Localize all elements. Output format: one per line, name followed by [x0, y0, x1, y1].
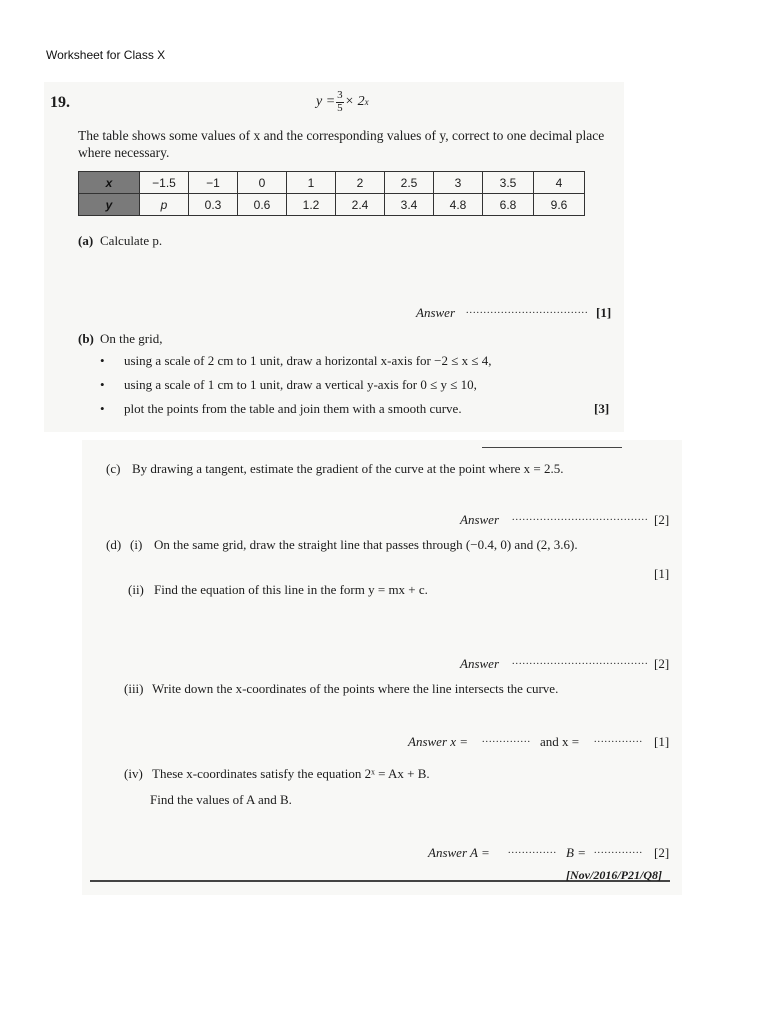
- part-d-ii-answer-line: .......................................: [512, 656, 649, 667]
- table-cell: 6.8: [483, 194, 534, 216]
- bullet-icon: •: [100, 401, 105, 416]
- equation-fraction: [336, 90, 344, 114]
- table-cell: 2: [336, 172, 385, 194]
- part-b-bullet-1: using a scale of 2 cm to 1 unit, draw a horizontal x-axis for −2 ≤ x ≤ 4,: [124, 353, 492, 368]
- part-b-label: (b): [78, 331, 94, 346]
- part-d-iv-answer-line-1: ..............: [508, 845, 557, 856]
- fraction-numerator: 3: [337, 89, 343, 101]
- scan-region-bottom: [82, 440, 682, 895]
- equation-exponent: x: [364, 97, 369, 108]
- part-d-iv-answer-label: Answer A =: [428, 845, 490, 860]
- part-d-iv-marks: [2]: [654, 845, 670, 860]
- equation-lhs: y =: [316, 94, 336, 110]
- part-d-i-text: On the same grid, draw the straight line that passes through (−0.4, 0) and (2, 3.6).: [154, 537, 578, 552]
- table-cell: 3.5: [483, 172, 534, 194]
- part-b-bullet-2: using a scale of 1 cm to 1 unit, draw a vertical y-axis for 0 ≤ y ≤ 10,: [124, 377, 477, 392]
- part-c-label: (c): [106, 461, 121, 476]
- table-cell: p: [140, 194, 189, 216]
- table-cell: 4: [534, 172, 585, 194]
- part-d-iii-answer-label: Answer x =: [408, 734, 469, 749]
- part-c-answer-line: .......................................: [512, 512, 649, 523]
- part-c-marks: [2]: [654, 512, 670, 527]
- part-d-iii-answer-line-2: ..............: [594, 734, 643, 745]
- table-cell: 1.2: [287, 194, 336, 216]
- part-b-marks: [3]: [594, 401, 610, 416]
- table-cell: 9.6: [534, 194, 585, 216]
- part-d-i-marks: [1]: [654, 566, 670, 581]
- table-row-y: [79, 194, 585, 216]
- table-cell: −1: [189, 172, 238, 194]
- source-reference: [Nov/2016/P21/Q8]: [566, 868, 662, 882]
- part-a-answer-line: ...................................: [466, 305, 589, 316]
- equation-times: × 2: [344, 94, 365, 110]
- part-d-ii-text: Find the equation of this line in the form y = mx + c.: [154, 582, 428, 597]
- part-d-iii-label: (iii): [124, 681, 144, 696]
- table-cell: 4.8: [434, 194, 483, 216]
- part-a-text: Calculate p.: [100, 233, 163, 248]
- divider: [482, 447, 622, 448]
- part-d-ii-answer-label: Answer: [460, 656, 499, 671]
- table-cell: −1.5: [140, 172, 189, 194]
- part-b-bullet-3: plot the points from the table and join them with a smooth curve.: [124, 401, 462, 416]
- table-cell: 3.4: [385, 194, 434, 216]
- table-row-x: [79, 172, 585, 194]
- part-d-ii-label: (ii): [128, 582, 144, 597]
- equation: [316, 90, 369, 114]
- part-d-iv-label: (iv): [124, 766, 143, 781]
- question-number: 19.: [50, 94, 70, 111]
- part-d-iii-marks: [1]: [654, 734, 670, 749]
- part-b-text: On the grid,: [100, 331, 163, 346]
- part-d-i-label: (i): [130, 537, 143, 552]
- part-d-label: (d): [106, 537, 122, 552]
- part-d-ii-marks: [2]: [654, 656, 670, 671]
- part-d-iv-text: These x-coordinates satisfy the equation 2ˣ = Ax + B.: [152, 766, 430, 781]
- bullet-icon: •: [100, 353, 105, 368]
- table-cell: 2.4: [336, 194, 385, 216]
- part-d-iv-text-2: Find the values of A and B.: [150, 792, 292, 807]
- part-c-answer-label: Answer: [460, 512, 499, 527]
- worksheet-title: Worksheet for Class X: [46, 48, 166, 62]
- part-d-iii-and-label: and x =: [540, 734, 580, 749]
- part-d-iii-text: Write down the x-coordinates of the points where the line intersects the curve.: [152, 681, 559, 696]
- fraction-denominator: 5: [337, 101, 343, 114]
- part-d-iv-b-label: B =: [566, 845, 586, 860]
- part-a-answer-label: Answer: [416, 305, 455, 320]
- part-a-label: (a): [78, 233, 94, 248]
- part-a-marks: [1]: [596, 305, 612, 320]
- table-cell: 0: [238, 172, 287, 194]
- part-d-iv-answer-line-2: ..............: [594, 845, 643, 856]
- part-c-text: By drawing a tangent, estimate the gradient of the curve at the point where x = 2.5.: [132, 461, 564, 476]
- table-header-y: y: [79, 194, 140, 216]
- part-d-iii-answer-line-1: ..............: [482, 734, 531, 745]
- table-cell: 3: [434, 172, 483, 194]
- table-cell: 0.6: [238, 194, 287, 216]
- table-cell: 1: [287, 172, 336, 194]
- table-cell: 0.3: [189, 194, 238, 216]
- question-intro: The table shows some values of x and the corresponding values of y, correct to one decimal place where necessary.: [78, 128, 605, 160]
- values-table: [78, 171, 585, 216]
- table-header-x: x: [79, 172, 140, 194]
- bullet-icon: •: [100, 377, 105, 392]
- table-cell: 2.5: [385, 172, 434, 194]
